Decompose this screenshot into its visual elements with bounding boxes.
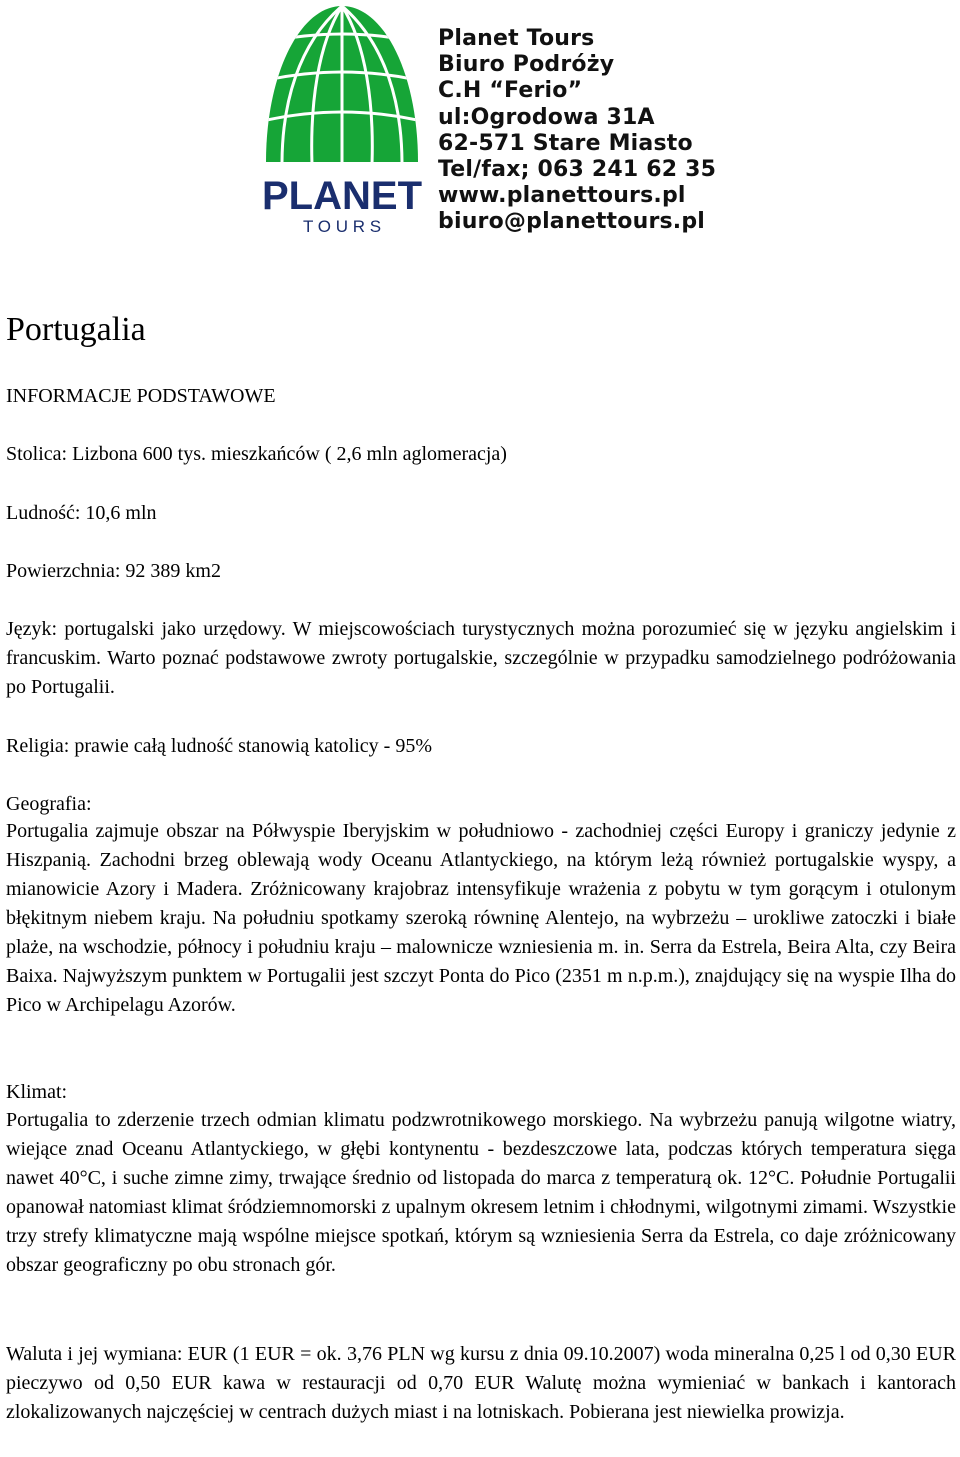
contact-block (438, 26, 716, 236)
globe-logo-icon (258, 4, 426, 236)
planet-tours-logo (258, 4, 426, 236)
area-line: Powierzchnia: 92 389 km2 (6, 560, 221, 582)
company-type: Biuro Podróży (438, 52, 615, 78)
language-paragraph: Język: portugalski jako urzędowy. W miejscowościach turystycznych można porozumieć się w języku angielskim i francuskim. Warto poznać podstawowe zwroty portugalskie, szczególnie w przypadku samodzielnego podróżowania po Portugalii. (6, 618, 956, 698)
company-location: C.H “Ferio” (438, 78, 583, 104)
logo-brand-text: PLANET (262, 174, 422, 218)
company-phone: Tel/fax; 063 241 62 35 (438, 157, 717, 183)
page-title: Portugalia (6, 311, 146, 348)
company-city: 62-571 Stare Miasto (438, 130, 693, 156)
geography-paragraph: Portugalia zajmuje obszar na Półwyspie Iberyjskim w południowo - zachodniej części Europy i graniczy jedynie z Hiszpanią. Zachodni brzeg oblewają wody Oceanu Atlantyckiego, na którym leżą również portugalskie wyspy, a mianowicie Azory i Madera. Zróżnicowany krajobraz intensyfikuje wrażenia z pobytu w tym gorącym i otulonym błękitnym niebem kraju. Na południu spotkamy szeroką równinę Alentejo, na wybrzeżu – urokliwe zatoczki i białe plaże, na wschodzie, północy i południu kraju – malownicze wzniesienia m. in. Serra da Estrela, Beira Alta, czy Beira Baixa. Najwyższym punktem w Portugalii jest szczyt Ponta do Pico (2351 m n.p.m.), znajdujący się na wyspie Ilha do Pico w Archipelagu Azorów. (6, 820, 956, 1016)
company-street: ul:Ogrodowa 31A (438, 104, 655, 130)
company-name: Planet Tours (438, 26, 595, 51)
capital-line: Stolica: Lizbona 600 tys. mieszkańców ( 2,6 mln aglomeracja) (6, 443, 507, 465)
logo-sub-text: T O U R S (302, 217, 382, 236)
company-email-link[interactable]: biuro@planettours.pl (438, 209, 706, 235)
population-line: Ludność: 10,6 mln (6, 502, 157, 524)
geography-heading: Geografia: (6, 793, 92, 815)
section-heading: INFORMACJE PODSTAWOWE (6, 385, 276, 407)
climate-heading: Klimat: (6, 1081, 68, 1103)
climate-paragraph: Portugalia to zderzenie trzech odmian klimatu podzwrotnikowego morskiego. Na wybrzeżu panują wilgotne wiatry, wiejące znad Oceanu Atlantyckiego, w głębi kontynentu - bezdeszczowe lata, podczas których temperatura sięga nawet 40°C, i suche zimne zimy, trwające średnio od listopada do marca z temperaturą ok. 12°C. Południe Portugalii opanował natomiast klimat śródziemnomorski z upalnym okresem letnim i chłodnymi, wilgotnymi zimami. Wszystkie trzy strefy klimatyczne mają wspólne miejsce spotkań, którym są wzniesienia Serra da Estrela, co daje zróżnicowany obszar geograficzny po obu stronach gór. (6, 1109, 956, 1276)
company-website-link[interactable]: www.planettours.pl (438, 183, 686, 209)
currency-paragraph: Waluta i jej wymiana: EUR (1 EUR = ok. 3,76 PLN wg kursu z dnia 09.10.2007) woda mineralna 0,25 l od 0,30 EUR pieczywo od 0,50 EUR kawa w restauracji od 0,70 EUR Walutę można wymieniać w bankach i kantorach zlokalizowanych najczęściej w centrach dużych miast i na lotniskach. Pobierana jest niewielka prowizja. (6, 1343, 956, 1423)
religion-line: Religia: prawie całą ludność stanowią katolicy - 95% (6, 735, 432, 757)
